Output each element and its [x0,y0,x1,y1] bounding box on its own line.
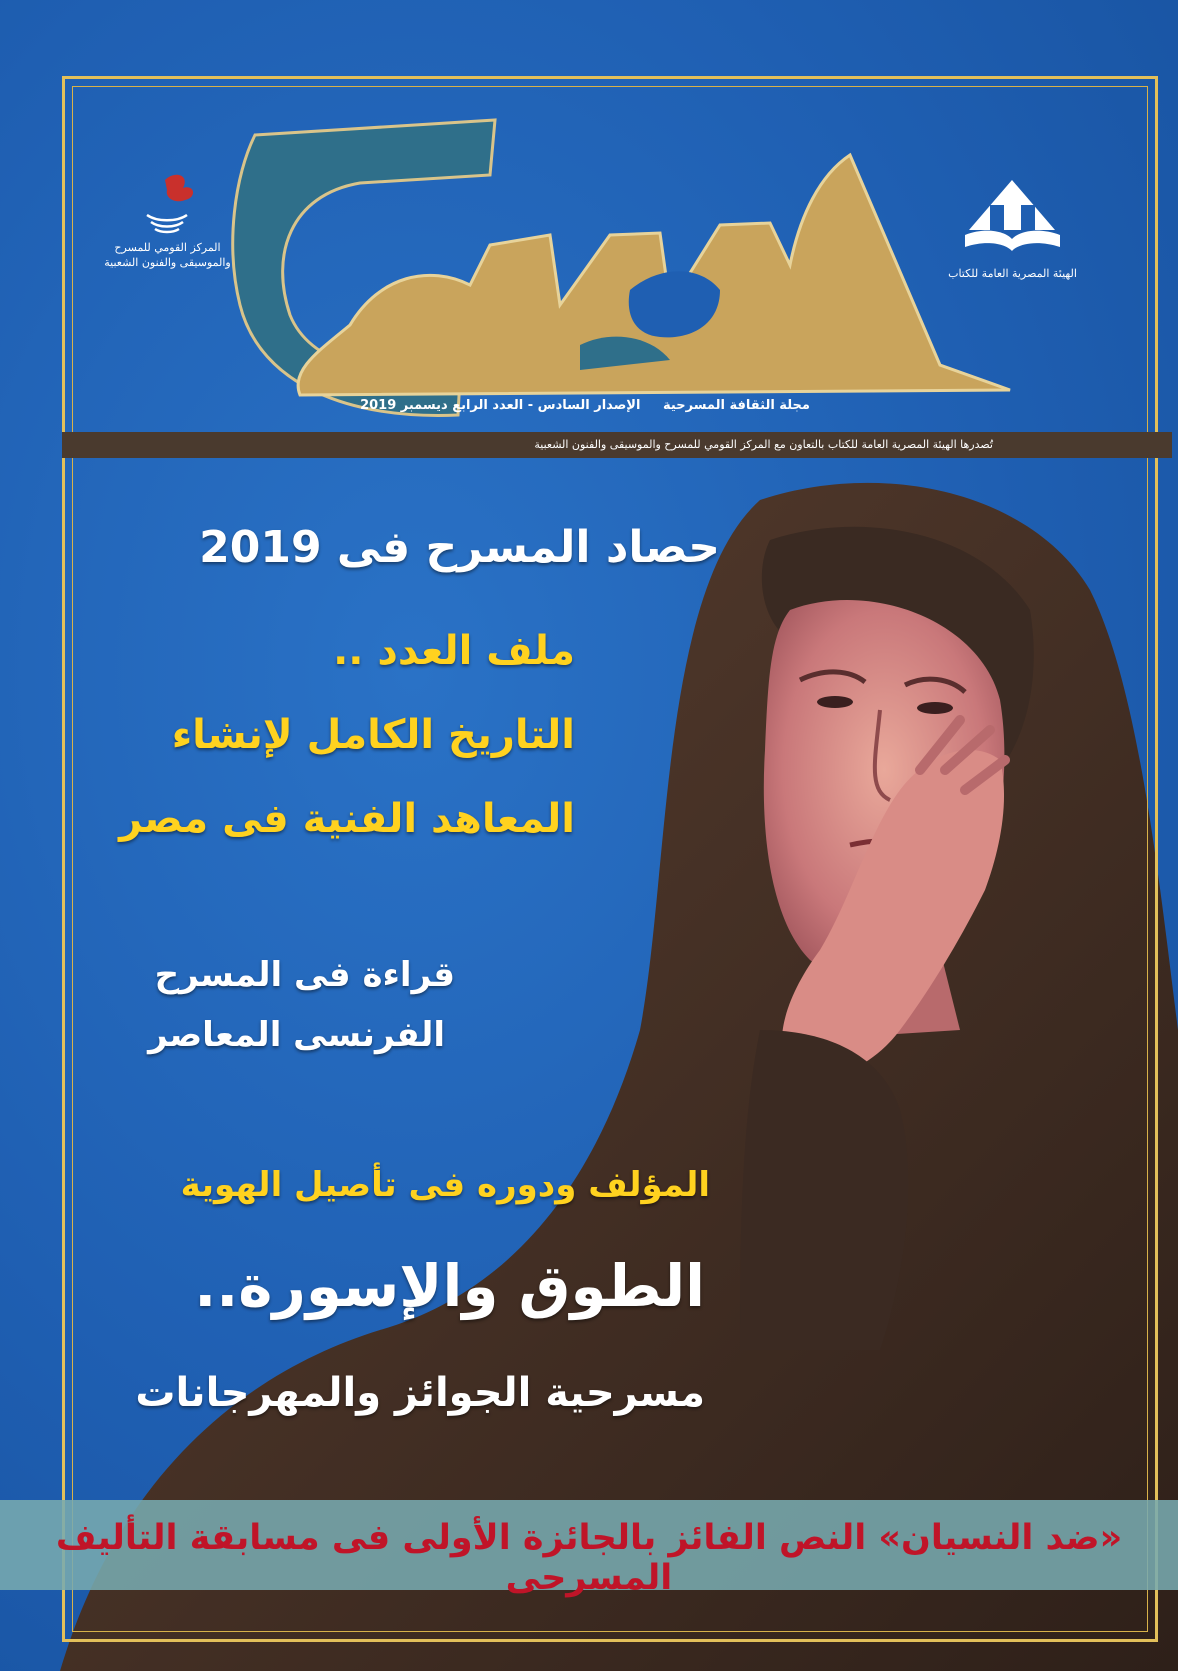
headline-reading-theatre: قراءة فى المسرح [154,955,455,995]
headline-awards-play: مسرحية الجوائز والمهرجانات [135,1370,705,1416]
headline-french-theatre: الفرنسى المعاصر [148,1015,445,1055]
headline-author-identity: المؤلف ودوره فى تأصيل الهوية [180,1165,710,1205]
national-theatre-center-logo [95,170,240,310]
flame-emblem-icon [95,170,240,240]
left-org-name: المركز القومي للمسرح والموسيقى والفنون الشعبية [104,241,231,269]
publisher-line: تُصدرها الهيئة المصرية العامة للكتاب بالتعاون مع المركز القومي للمسرح والموسيقى والفنون الشعبية [534,438,993,451]
masthead-title: المسرح [230,100,282,119]
headline-art-institutes: المعاهد الفنية فى مصر [119,796,575,842]
headline-tawq-aswira: الطوق والإسورة.. [194,1252,705,1320]
bottom-banner-text: «ضد النسيان» النص الفائز بالجائزة الأولى فى مسابقة التأليف المسرحى [55,1518,1123,1598]
issue-info: الإصدار السادس - العدد الرابع ديسمبر 2019 [360,398,641,413]
masthead-title-art [230,100,1010,425]
headline-issue-file: ملف العدد .. [333,628,575,674]
magazine-type: مجلة الثقافة المسرحية [663,398,810,413]
headline-harvest: حصاد المسرح فى 2019 [199,522,720,573]
headline-full-history: التاريخ الكامل لإنشاء [171,712,575,758]
right-org-name: الهيئة المصرية العامة للكتاب [948,267,1077,280]
issue-info-line [350,398,820,413]
